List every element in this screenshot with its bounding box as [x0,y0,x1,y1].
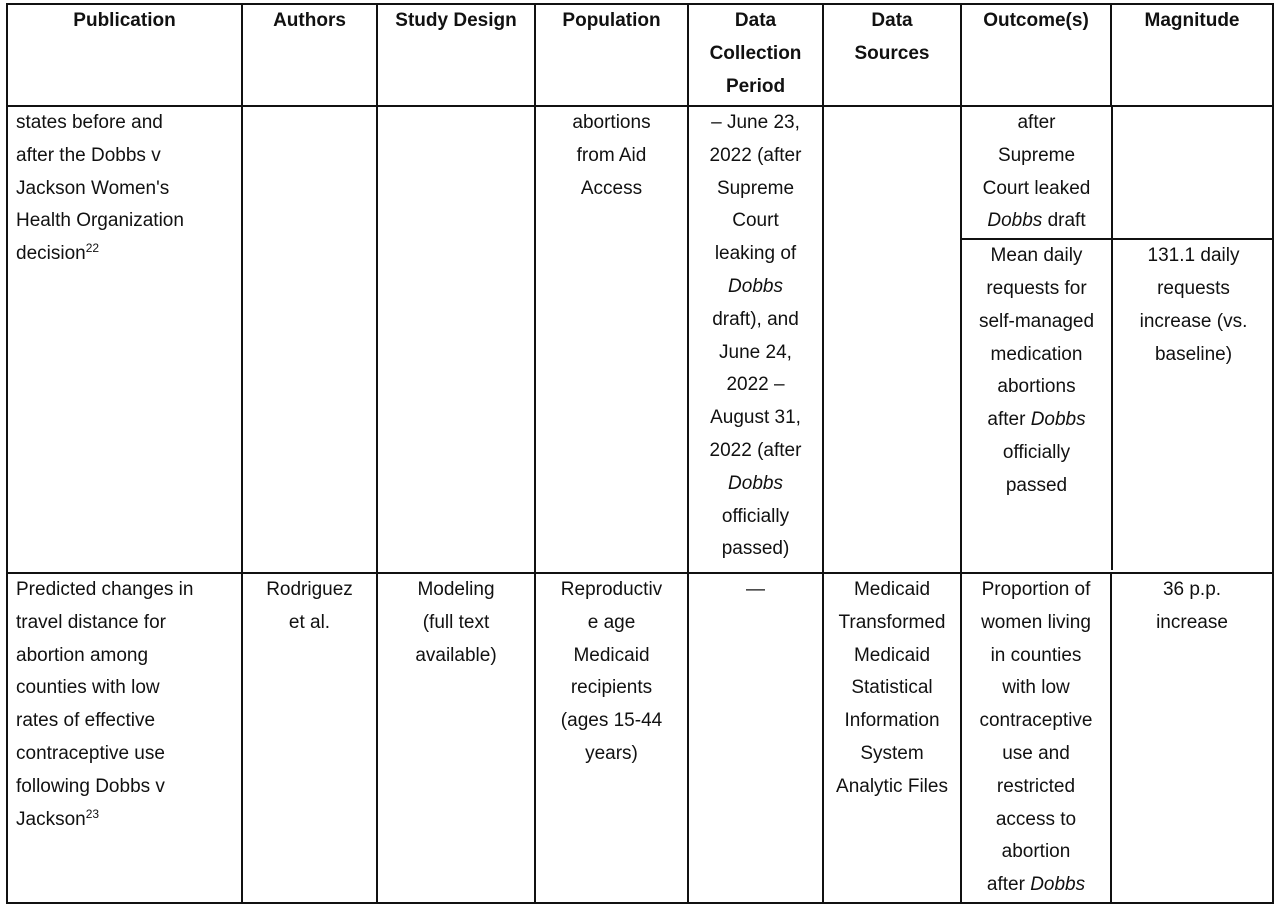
magnitude-line: baseline) [1154,343,1233,365]
magnitude-line: 36 p.p. [1162,579,1222,600]
header-data-collection-period [688,4,823,106]
outcome-tail: draft [1042,210,1086,232]
population-line: Access [580,177,643,199]
publication-line: contraceptive use [16,742,165,764]
header-word: Data [734,10,777,31]
publication-line [16,238,233,271]
table-row [7,106,1273,573]
population-line: recipients [570,677,653,699]
period-line: 2022 – [726,374,785,396]
header-authors: Authors [242,4,377,106]
publication-line: following Dobbs v [16,775,165,797]
magnitude-line: increase (vs. [1139,310,1248,332]
data-sources-line: Information [844,710,940,732]
outcome-line: medication [990,343,1083,365]
magnitude-cell [1112,239,1273,570]
period-italic-term: Dobbs [728,472,783,494]
outcome-line [970,869,1102,902]
period-line: August 31, [710,407,801,429]
outcome-line: passed [1005,474,1068,496]
outcome-line: after [1017,112,1056,133]
publication-cell [7,573,242,903]
authors-line: et al. [288,611,331,633]
data-sources-line: Medicaid [853,644,931,666]
outcome-line: abortions [997,376,1076,398]
population-line: e age [587,611,636,633]
header-data-sources: Data Sources [823,4,961,106]
publication-cell [7,106,242,573]
period-line: Supreme [716,177,795,199]
publication-line: rates of effective [16,710,156,732]
data-sources-line: Transformed [838,611,946,633]
data-sources-line: Statistical [851,677,933,699]
publication-line: Jackson Women's [16,177,170,199]
outcome-line [970,404,1103,437]
publication-line: Health Organization [16,210,184,232]
publication-line [16,804,233,837]
outcome-italic-term: Dobbs [1030,874,1086,896]
population-cell [535,106,688,573]
outcome-cell [962,239,1112,570]
outcome-line: access to [995,808,1077,830]
period-line: June 24, [719,341,792,363]
publication-line: after the Dobbs v [16,144,161,166]
data-sources-line: System [860,742,924,764]
outcome-line: Supreme [997,144,1076,166]
period-line: draft), and [712,308,799,330]
period-line: leaking of [714,243,797,265]
outcome-italic-term: Dobbs [1030,409,1086,431]
period-line: officially [721,505,790,527]
outcome-pre: after [987,409,1031,431]
outcome-line: Court leaked [982,177,1091,199]
data-sources-cell [823,106,961,573]
outcome-line: restricted [996,775,1076,797]
publication-line: travel distance for [16,611,166,633]
reference-superscript: 23 [85,806,100,821]
publication-word: decision [16,243,86,265]
population-line: (ages 15-44 [560,710,663,732]
population-cell [535,573,688,903]
header-data-collection-period-text [697,5,814,103]
period-line: Court [732,210,779,232]
header-word: Period [725,75,786,97]
study-design-line: Modeling [417,579,495,600]
outcome-italic-term: Dobbs [987,210,1043,232]
population-line: abortions [572,112,651,133]
population-line: years) [585,742,638,764]
study-design-line: (full text [422,611,490,633]
publication-line: abortion among [16,644,149,666]
study-design-line: available) [415,644,497,666]
data-sources-line: Medicaid [853,579,931,600]
sub-row [962,107,1273,239]
header-study-design: Study Design [377,4,535,106]
publication-line: counties with low [16,677,160,699]
outcome-line [970,205,1103,238]
outcome-line: in counties [990,644,1082,666]
sub-row [962,239,1273,570]
population-line: Reproductiv [560,579,663,600]
evidence-table [6,3,1274,904]
outcome-cell [961,573,1111,903]
header-row [7,4,1273,106]
authors-line: Rodriguez [266,579,353,600]
authors-cell [242,106,377,573]
magnitude-line: 131.1 daily [1147,245,1240,267]
header-outcomes: Outcome(s) [961,4,1111,106]
header-word: Collection [709,42,802,64]
header-population: Population [535,4,688,106]
period-italic-term: Dobbs [728,275,783,297]
magnitude-line: requests [1157,277,1230,299]
outcome-line: requests for [986,277,1087,299]
study-design-cell [377,573,535,903]
magnitude-line: increase [1156,611,1228,633]
data-sources-cell [823,573,961,903]
outcome-line: with low [1002,677,1070,699]
outcome-cell [962,107,1112,239]
period-line: passed) [721,538,790,560]
reference-superscript: 22 [85,241,100,256]
study-design-cell [377,106,535,573]
population-line: from Aid [576,144,647,166]
authors-cell [242,573,377,903]
data-collection-period-cell [688,106,823,573]
data-collection-period-cell: — [688,573,823,903]
publication-line: states before and [16,112,163,133]
publication-word: Jackson [16,808,86,830]
period-line: – June 23, [711,112,800,133]
outcome-line: Proportion of [981,579,1091,600]
outcome-pre: after [986,874,1031,896]
outcome-line: use and [1002,742,1070,764]
publication-line: Predicted changes in [16,579,194,600]
outcome-line: officially [1002,441,1071,463]
outcome-line: Mean daily [990,245,1083,267]
outcome-line: abortion [1001,841,1071,863]
outcome-line: women living [981,611,1091,633]
period-line: 2022 (after [709,439,802,461]
outcome-line: contraceptive [979,710,1093,732]
period-line: 2022 (after [709,144,802,166]
outcome-line: self-managed [978,310,1095,332]
magnitude-cell [1112,107,1273,239]
header-publication: Publication [7,4,242,106]
table-row [7,573,1273,903]
data-sources-line: Analytic Files [836,775,948,797]
population-line: Medicaid [573,644,650,666]
outcome-magnitude-cell [961,106,1273,573]
outcome-subtable [962,107,1273,570]
magnitude-cell [1111,573,1273,903]
header-magnitude: Magnitude [1111,4,1273,106]
